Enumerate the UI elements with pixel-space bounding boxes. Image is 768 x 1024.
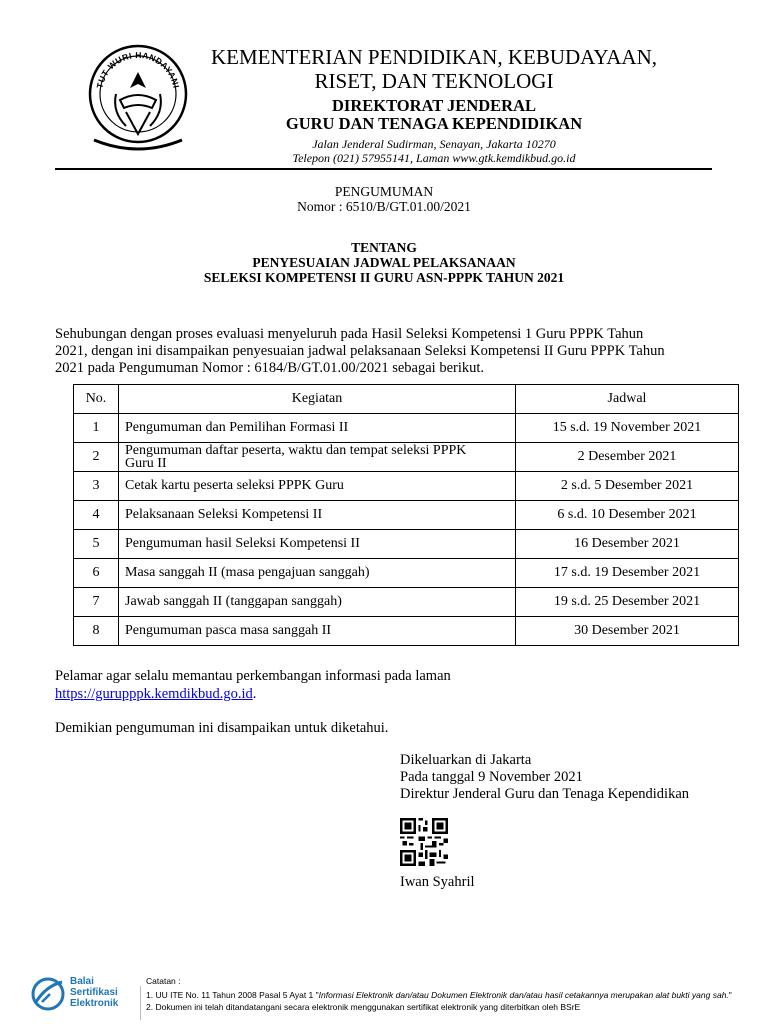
row-schedule: 6 s.d. 10 Desember 2021 [516,501,739,530]
row-activity-line2: Guru II [125,456,167,471]
intro-line3: 2021 pada Pengumuman Nomor : 6184/B/GT.01.00/2021 sebagai berikut. [55,360,485,376]
row-activity: Pelaksanaan Seleksi Kompetensi II [119,501,516,530]
note1-prefix: 1. UU ITE No. 11 Tahun 2008 Pasal 5 Ayat 1 " [146,990,319,1000]
bsre-name-line2: Sertifikasi [70,987,118,998]
table-header-row [74,385,739,414]
row-schedule: 15 s.d. 19 November 2021 [516,414,739,443]
announcement-subject-line2: SELEKSI KOMPETENSI II GURU ASN-PPPK TAHUN 2021 [203,270,565,285]
letterhead-contact: Telepon (021) 57955141, Laman www.gtk.kemdikbud.go.id [292,151,576,165]
announcement-about: TENTANG [351,240,417,255]
bsre-name-line3: Elektronik [70,998,119,1009]
row-activity: Pengumuman hasil Seleksi Kompetensi II [119,530,516,559]
row-schedule: 2 s.d. 5 Desember 2021 [516,472,739,501]
header-no: No. [74,385,119,414]
table-row [74,588,739,617]
ministry-name-line2: RISET, DAN TEKNOLOGI [314,69,554,93]
row-no: 2 [74,443,119,472]
row-schedule: 2 Desember 2021 [516,443,739,472]
directorate-line1: DIREKTORAT JENDERAL [331,96,536,115]
tut-wuri-handayani-logo [86,42,190,158]
row-no: 3 [74,472,119,501]
table-row [74,501,739,530]
table-row [74,414,739,443]
row-schedule: 16 Desember 2021 [516,530,739,559]
row-activity: Cetak kartu peserta seleksi PPPK Guru [119,472,516,501]
row-activity [119,443,516,472]
header-activity: Kegiatan [119,385,516,414]
closing-text: Demikian pengumuman ini disampaikan untuk diketahui. [55,720,389,736]
note1-quote: Informasi Elektronik dan/atau Dokumen Elektronik dan/atau hasil cetakannya merupakan alat bukti yang sah. [318,990,729,1000]
row-schedule: 17 s.d. 19 Desember 2021 [516,559,739,588]
row-no: 1 [74,414,119,443]
monitor-period: . [252,686,257,702]
letterhead-address: Jalan Jenderal Sudirman, Senayan, Jakarta 10270 [312,137,556,151]
row-activity-line1: Pengumuman daftar peserta, waktu dan tempat seleksi PPPK [125,443,467,458]
gurupppk-link[interactable]: https://gurupppk.kemdikbud.go.id [55,686,253,702]
table-row [74,443,739,472]
bsre-logo-icon [30,972,66,1012]
header-schedule: Jadwal [516,385,739,414]
row-no: 6 [74,559,119,588]
signatory-name: Iwan Syahril [400,874,475,890]
footer-divider [140,986,141,1020]
row-activity: Jawab sanggah II (tanggapan sanggah) [119,588,516,617]
letterhead-divider [55,168,712,170]
row-no: 5 [74,530,119,559]
directorate-line2: GURU DAN TENAGA KEPENDIDIKAN [285,114,583,133]
schedule-table [73,384,739,646]
row-no: 4 [74,501,119,530]
table-row [74,472,739,501]
table-row [74,559,739,588]
row-no: 8 [74,617,119,646]
qr-code-icon [400,818,448,866]
row-schedule: 30 Desember 2021 [516,617,739,646]
issued-at: Dikeluarkan di Jakarta [400,752,532,768]
row-schedule: 19 s.d. 25 Desember 2021 [516,588,739,617]
table-row [74,617,739,646]
row-no: 7 [74,588,119,617]
footer-note-2: 2. Dokumen ini telah ditandatangani secara elektronik menggunakan sertifikat elektronik yang diterbitkan oleh BSrE [146,1002,581,1012]
intro-line1: Sehubungan dengan proses evaluasi menyeluruh pada Hasil Seleksi Kompetensi 1 Guru PPPK Tahun [55,326,644,342]
announcement-subject-line1: PENYESUAIAN JADWAL PELAKSANAAN [252,255,516,270]
logo-motto: TUT WURI HANDAYANI [94,49,182,90]
row-activity: Pengumuman dan Pemilihan Formasi II [119,414,516,443]
bsre-name-line1: Balai [70,976,94,987]
monitor-text: Pelamar agar selalu memantau perkembangan informasi pada laman [55,668,451,684]
signatory-position: Direktur Jenderal Guru dan Tenaga Kependidikan [400,786,690,802]
row-activity: Pengumuman pasca masa sanggah II [119,617,516,646]
note1-suffix: " [728,990,732,1000]
footer-notes-title: Catatan : [146,976,181,986]
footer-note-1 [146,990,732,1001]
announcement-number: Nomor : 6510/B/GT.01.00/2021 [297,199,471,214]
issued-date: Pada tanggal 9 November 2021 [400,769,583,785]
table-row [74,530,739,559]
monitor-link-line [55,686,655,704]
intro-line2: 2021, dengan ini disampaikan penyesuaian jadwal pelaksanaan Seleksi Kompetensi II Guru PPPK Tahun [55,343,665,359]
row-activity: Masa sanggah II (masa pengajuan sanggah) [119,559,516,588]
announcement-label: PENGUMUMAN [334,184,434,199]
ministry-name-line1: KEMENTERIAN PENDIDIKAN, KEBUDAYAAN, [210,45,658,69]
